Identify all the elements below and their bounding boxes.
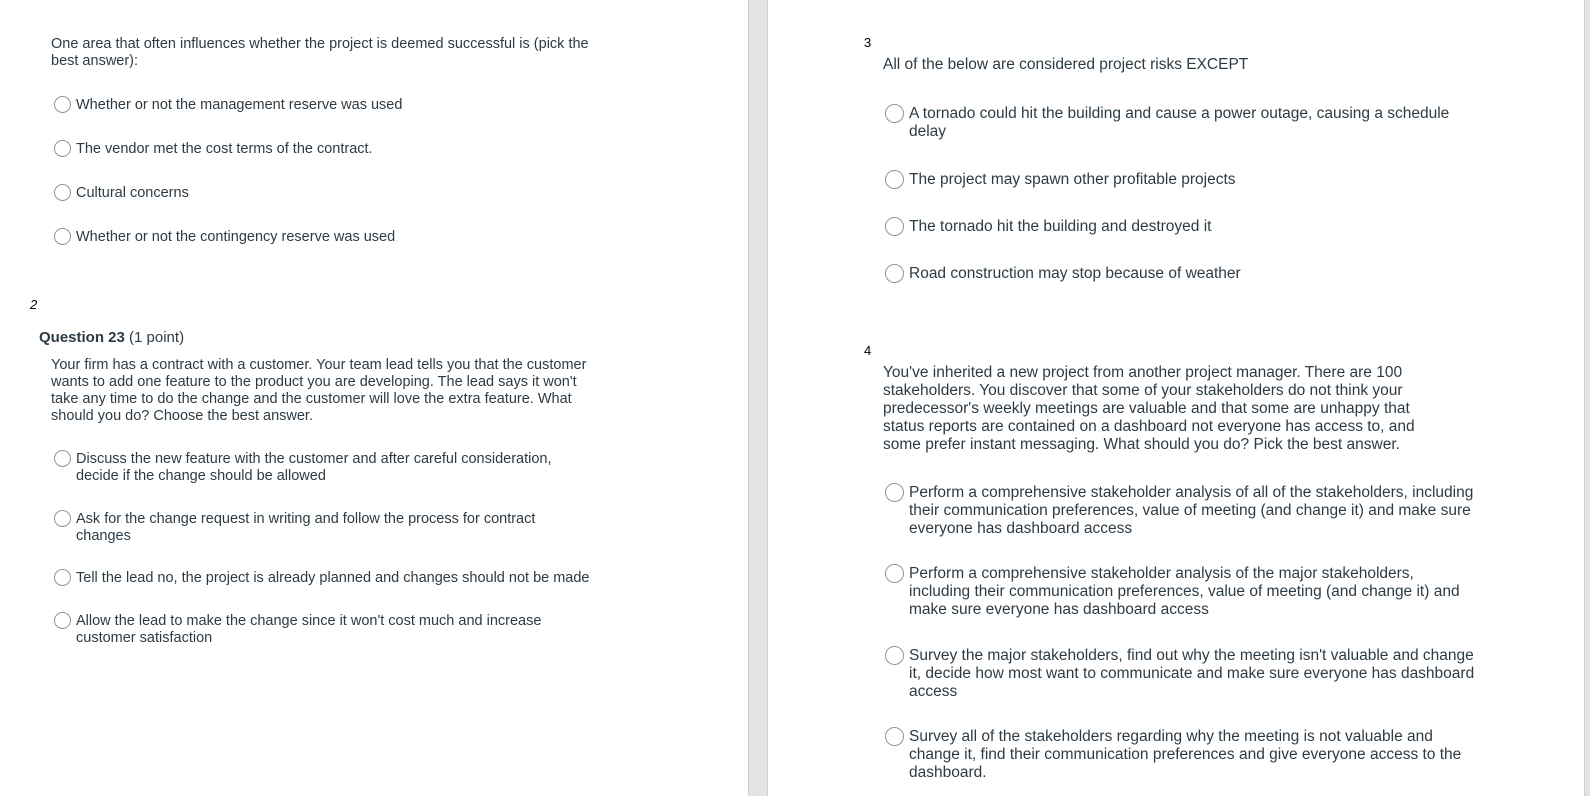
answer-option[interactable] [54, 570, 654, 587]
radio-button-icon[interactable] [885, 170, 904, 189]
question-points: (1 point) [129, 329, 185, 346]
answer-option[interactable] [54, 97, 654, 114]
answer-option-label: Perform a comprehensive stakeholder analysis of the major stakeholders, including their communication preferences, value of meeting (and change it) and make sure everyone has dashboard access [909, 565, 1460, 618]
radio-button-icon[interactable] [54, 96, 71, 113]
answer-option-label: Discuss the new feature with the customer and after careful consideration, decide if the change should be allowed [76, 451, 552, 484]
answer-option[interactable] [885, 728, 1475, 782]
answer-option[interactable] [54, 229, 654, 246]
radio-button-icon[interactable] [885, 104, 904, 123]
radio-button-icon[interactable] [54, 228, 71, 245]
radio-button-icon[interactable] [885, 217, 904, 236]
answer-option[interactable] [54, 451, 554, 485]
question-stem: One area that often influences whether the project is deemed successful is (pick the best answer): [51, 36, 589, 69]
radio-button-icon[interactable] [54, 569, 71, 586]
radio-button-icon[interactable] [885, 483, 904, 502]
answer-option-label: Road construction may stop because of weather [909, 265, 1241, 282]
answer-option-label: Survey all of the stakeholders regarding why the meeting is not valuable and change it, find their communication preferences and give everyone access to the dashboard. [909, 728, 1462, 781]
radio-button-icon[interactable] [54, 450, 71, 467]
answer-option[interactable] [885, 105, 1475, 141]
radio-button-icon[interactable] [885, 264, 904, 283]
radio-button-icon[interactable] [54, 510, 71, 527]
answer-option-label: Whether or not the contingency reserve was used [76, 229, 396, 245]
page-edge [1584, 0, 1590, 796]
answer-option-label: A tornado could hit the building and cause a power outage, causing a schedule delay [909, 105, 1450, 140]
radio-button-icon[interactable] [885, 646, 904, 665]
answer-option[interactable] [54, 141, 654, 158]
answer-option[interactable] [885, 171, 1525, 189]
question-stem: Your firm has a contract with a customer. Your team lead tells you that the customer wants to add one feature to the product you are developing. The lead says it won't take any time to do the change and the customer will love the extra feature. What should you do? Choose the best answer. [51, 357, 587, 424]
answer-option[interactable] [54, 613, 544, 647]
answer-option[interactable] [885, 484, 1475, 538]
answer-option[interactable] [54, 511, 544, 545]
answer-option[interactable] [54, 185, 654, 202]
answer-option-label: Perform a comprehensive stakeholder analysis of all of the stakeholders, including their communication preferences, value of meeting (and change it) and make sure everyone has dashboard access [909, 484, 1474, 537]
question-stem: You've inherited a new project from another project manager. There are 100 stakeholders. You discover that some of your stakeholders do not think your predecessor's weekly meetings are valuable and that some are unhappy that status reports are contained on a dashboard not everyone has access to, and some prefer instant messaging. What should you do? Pick the best answer. [883, 364, 1415, 453]
answer-option-label: The project may spawn other profitable projects [909, 171, 1236, 188]
answer-option[interactable] [885, 565, 1475, 619]
radio-button-icon[interactable] [885, 727, 904, 746]
question-number: Question 23 [39, 329, 125, 346]
radio-button-icon[interactable] [54, 612, 71, 629]
answer-option[interactable] [885, 218, 1525, 236]
answer-option[interactable] [885, 647, 1475, 701]
page-number: 4 [864, 343, 872, 358]
radio-button-icon[interactable] [885, 564, 904, 583]
radio-button-icon[interactable] [54, 184, 71, 201]
answer-option-label: The vendor met the cost terms of the contract. [76, 141, 373, 157]
question-title [39, 329, 184, 346]
question-stem: All of the below are considered project risks EXCEPT [883, 56, 1249, 73]
page-gutter [748, 0, 768, 796]
radio-button-icon[interactable] [54, 140, 71, 157]
answer-option-label: The tornado hit the building and destroyed it [909, 218, 1212, 235]
page-number: 2 [30, 297, 38, 312]
answer-option-label: Whether or not the management reserve was used [76, 97, 403, 113]
right-page [768, 0, 1584, 796]
answer-option-label: Allow the lead to make the change since it won't cost much and increase customer satisfaction [76, 613, 542, 646]
page-number: 3 [864, 35, 872, 50]
left-page [0, 0, 748, 796]
answer-option-label: Tell the lead no, the project is already planned and changes should not be made [76, 570, 590, 586]
answer-option-label: Ask for the change request in writing and follow the process for contract changes [76, 511, 536, 544]
answer-option-label: Survey the major stakeholders, find out why the meeting isn't valuable and change it, decide how most want to communicate and make sure everyone has dashboard access [909, 647, 1475, 700]
answer-option[interactable] [885, 265, 1525, 283]
answer-option-label: Cultural concerns [76, 185, 189, 201]
